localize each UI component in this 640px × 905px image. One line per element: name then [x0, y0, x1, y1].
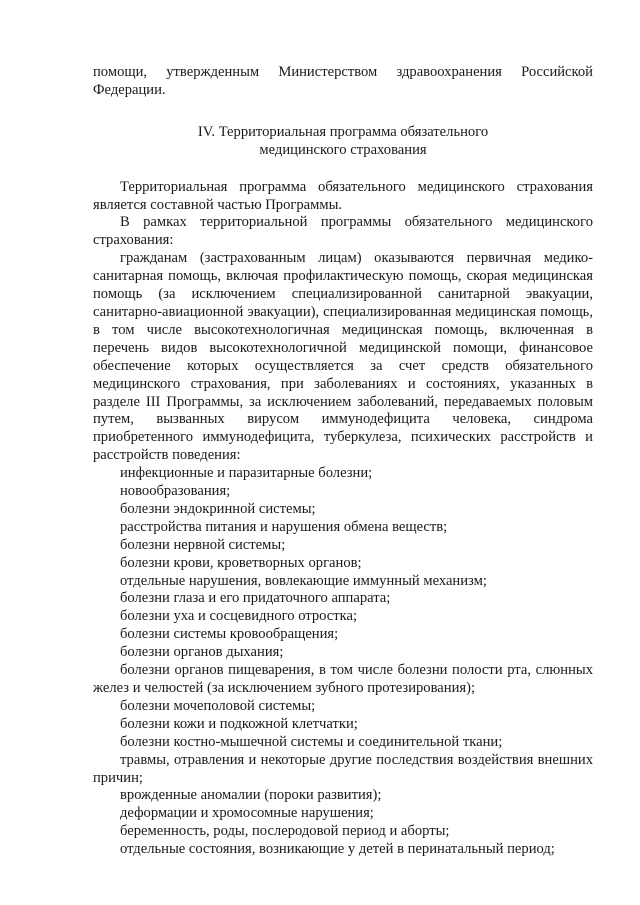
list-item: болезни костно-мышечной системы и соединительной ткани;	[120, 733, 503, 750]
main-paragraph: гражданам (застрахованным лицам) оказываются первичная медико-санитарная помощь, включая профилактическую помощь, скорая медицинская помощь (за исключением специализированной санитарной эвакуации, санитарно-авиационной эвакуации), специализированная медицинская помощь, в том числе высокотехнологичная медицинская помощь, включенная в перечень видов высокотехнологичной медицинской помощи, финансовое обеспечение которых осуществляется за счет средств обязательного медицинского страхования, при заболеваниях и состояниях, указанных в разделе III Программы, за исключением заболеваний, передаваемых половым путем, вызванных вирусом иммунодефицита человека, синдрома приобретенного иммунодефицита, туберкулеза, психических расстройств и расстройств поведения:	[93, 250, 593, 464]
list-item: новообразования;	[120, 483, 231, 500]
list-item: врожденные аномалии (пороки развития);	[120, 787, 382, 804]
list-item: отдельные нарушения, вовлекающие иммунный механизм;	[120, 572, 487, 589]
list-item: беременность, роды, послеродовой период и аборты;	[120, 823, 450, 840]
list-item: болезни органов пищеварения, в том числе болезни полости рта, слюнных желез и челюстей (за исключением зубного протезирования);	[93, 662, 593, 696]
conditions-list	[93, 465, 593, 859]
document-body	[93, 64, 593, 859]
intro-paragraph: Территориальная программа обязательного медицинского страхования является составной частью Программы.	[93, 178, 593, 213]
list-item: болезни крови, кроветворных органов;	[120, 554, 362, 571]
list-item: расстройства питания и нарушения обмена веществ;	[120, 518, 448, 535]
section-heading-line-2: медицинского страхования	[259, 141, 427, 158]
list-item: болезни кожи и подкожной клетчатки;	[120, 715, 358, 732]
list-item: болезни глаза и его придаточного аппарата;	[120, 590, 391, 607]
list-item: болезни органов дыхания;	[120, 644, 284, 661]
list-item: отдельные состояния, возникающие у детей в перинатальный период;	[120, 841, 555, 858]
list-item: болезни уха и сосцевидного отростка;	[120, 608, 358, 625]
list-item: деформации и хромосомные нарушения;	[120, 805, 374, 822]
list-item: инфекционные и паразитарные болезни;	[120, 465, 373, 482]
scope-paragraph: В рамках территориальной программы обязательного медицинского страхования:	[93, 214, 593, 249]
list-item: болезни нервной системы;	[120, 536, 286, 553]
spacer	[93, 160, 593, 179]
list-item: болезни эндокринной системы;	[120, 500, 316, 517]
section-heading-line-1: IV. Территориальная программа обязательного	[197, 123, 489, 140]
list-item: болезни мочеполовой системы;	[120, 697, 316, 714]
list-item: болезни системы кровообращения;	[120, 626, 339, 643]
continuation-paragraph: помощи, утвержденным Министерством здравоохранения Российской Федерации.	[93, 64, 593, 98]
list-item: травмы, отравления и некоторые другие последствия воздействия внешних причин;	[93, 751, 593, 786]
spacer	[93, 100, 593, 124]
